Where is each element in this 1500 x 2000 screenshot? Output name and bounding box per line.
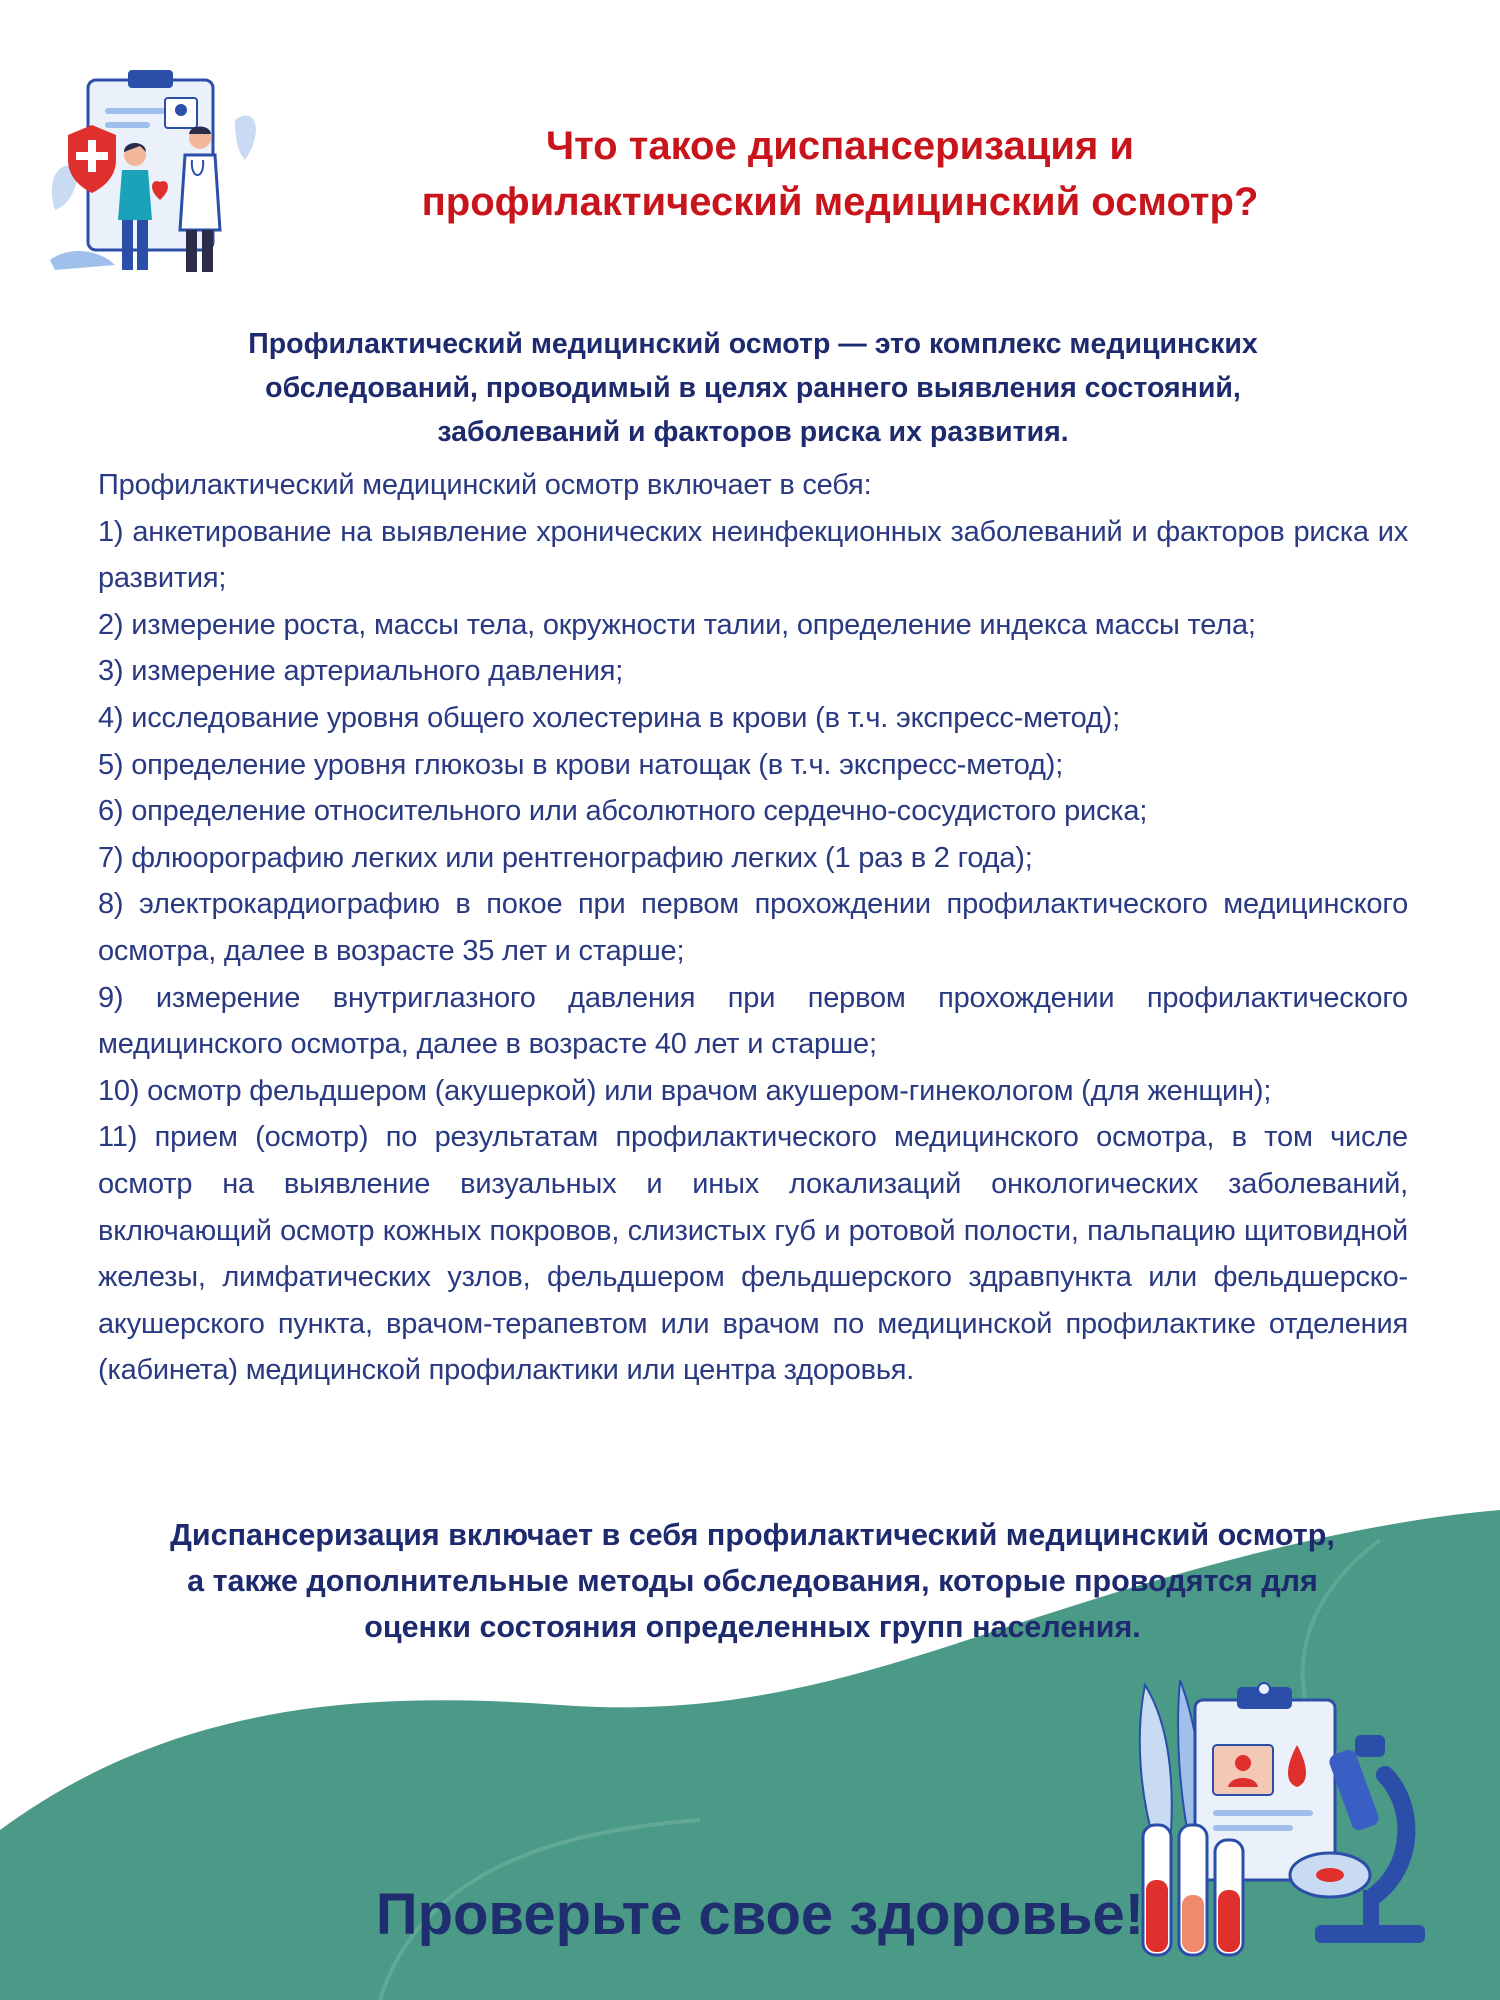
list-item: 9) измерение внутриглазного давления при первом прохождении профилактического медицинского осмотра, далее в возрасте 40 лет и старше; [98, 981, 1408, 1061]
title-line-2: профилактический медицинский осмотр? [421, 180, 1259, 224]
exam-contents [98, 462, 1408, 1394]
lab-equipment-illustration [1125, 1675, 1445, 1975]
closing-line-3: оценки состояния определенных групп населения. [364, 1610, 1141, 1644]
list-item: 11) прием (осмотр) по результатам профилактического медицинского осмотра, в том числе осмотр на выявление визуальных и иных локализаций онкологических заболеваний, включающий осмотр кожных покровов, слизистых губ и ротовой полости, пальпацию щитовидной железы, лимфатических узлов, фельдшером фельдшерского здравпункта или фельдшерско-акушерского пункта, врачом-терапевтом или врачом по медицинской профилактике отделения (кабинета) медицинской профилактики или центра здоровья. [98, 1121, 1408, 1387]
list-item: 7) флюорографию легких или рентгенографию легких (1 раз в 2 года); [98, 841, 1033, 874]
list-item: 4) исследование уровня общего холестерина в крови (в т.ч. экспресс-метод); [98, 701, 1120, 734]
list-item: 1) анкетирование на выявление хронических неинфекционных заболеваний и факторов риска их развития; [98, 515, 1408, 595]
list-item: 10) осмотр фельдшером (акушеркой) или врачом акушером-гинекологом (для женщин); [98, 1074, 1272, 1107]
dispensary-summary [90, 1512, 1415, 1650]
list-item: 2) измерение роста, массы тела, окружности талии, определение индекса массы тела; [98, 608, 1256, 641]
intro-line-3: заболеваний и факторов риска их развития. [437, 416, 1069, 448]
list-item: 6) определение относительного или абсолютного сердечно-сосудистого риска; [98, 795, 1148, 828]
intro-line-2: обследований, проводимый в целях раннего выявления состояний, [265, 372, 1241, 404]
list-lead: Профилактический медицинский осмотр включает в себя: [98, 469, 872, 501]
page-title [340, 118, 1340, 230]
list-item: 3) измерение артериального давления; [98, 655, 624, 688]
list-item: 5) определение уровня глюкозы в крови натощак (в т.ч. экспресс-метод); [98, 748, 1064, 781]
doctor-patient-illustration [40, 60, 270, 290]
intro-definition [98, 322, 1408, 454]
closing-line-2: а также дополнительные методы обследования, которые проводятся для [187, 1564, 1318, 1598]
title-line-1: Что такое диспансеризация и [546, 124, 1134, 168]
footer-slogan: Проверьте свое здоровье! [375, 1882, 1145, 1947]
closing-line-1: Диспансеризация включает в себя профилактический медицинский осмотр, [170, 1518, 1335, 1552]
intro-line-1: Профилактический медицинский осмотр — это комплекс медицинских [248, 328, 1258, 360]
list-item: 8) электрокардиографию в покое при первом прохождении профилактического медицинского осмотра, далее в возрасте 35 лет и старше; [98, 888, 1408, 967]
